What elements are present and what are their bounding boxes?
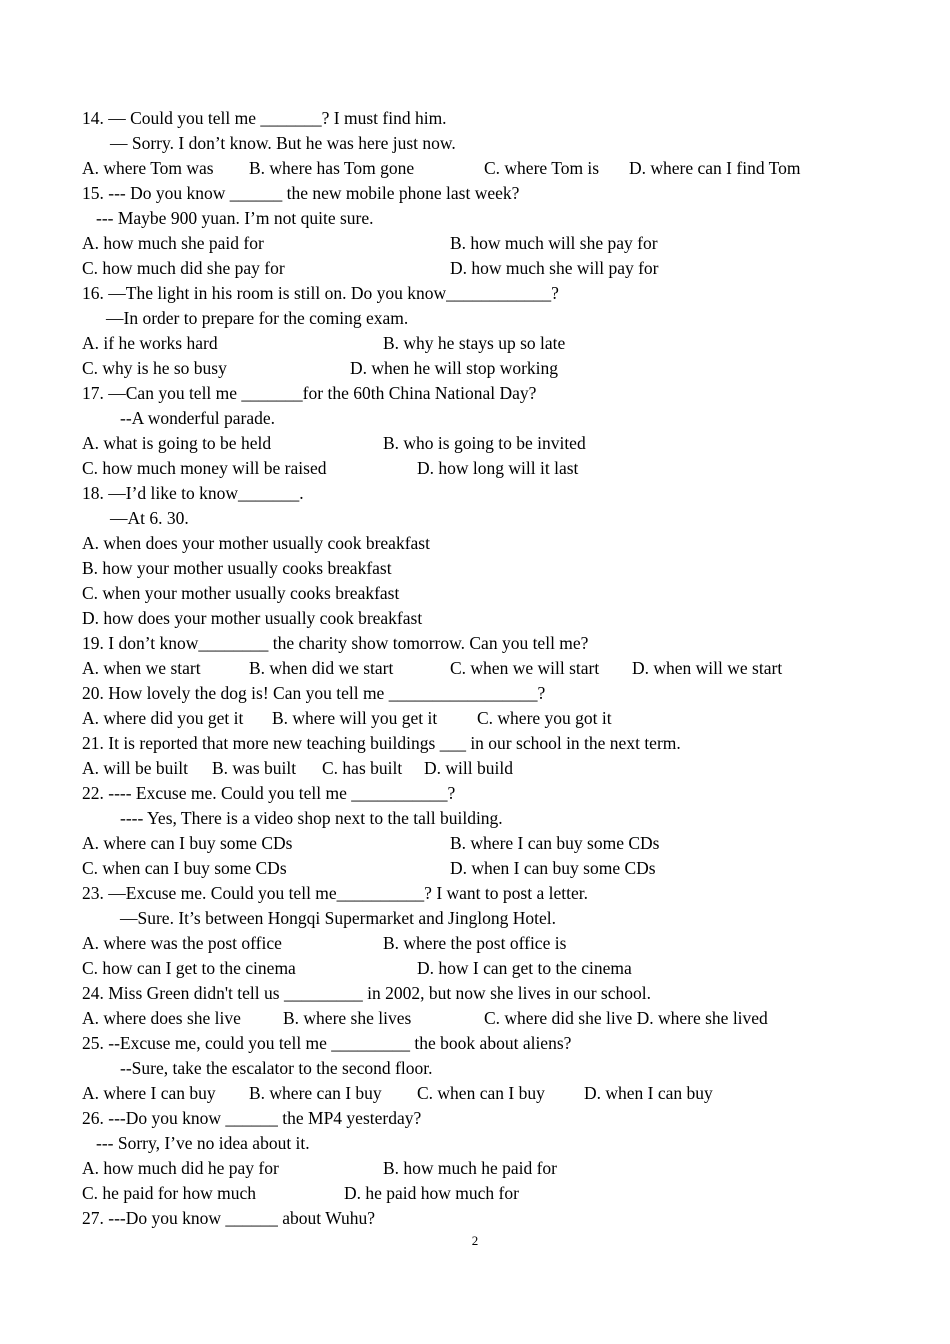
response-line bbox=[82, 406, 882, 431]
answer-option: B. how much will she pay for bbox=[450, 233, 658, 253]
answer-option: A. when does your mother usually cook breakfast bbox=[82, 533, 430, 553]
stem-line bbox=[82, 681, 882, 706]
options-line bbox=[82, 456, 882, 481]
options-line bbox=[82, 356, 882, 381]
answer-option: A. where I can buy bbox=[82, 1083, 216, 1103]
question-stem: 23. —Excuse me. Could you tell me__________? I want to post a letter. bbox=[82, 883, 588, 903]
question-list bbox=[82, 106, 882, 1231]
answer-option: B. where I can buy some CDs bbox=[450, 833, 660, 853]
stem-line bbox=[82, 381, 882, 406]
dialogue-response: — Sorry. I don’t know. But he was here just now. bbox=[110, 133, 456, 153]
response-line bbox=[82, 906, 882, 931]
question-stem: 26. ---Do you know ______ the MP4 yesterday? bbox=[82, 1108, 422, 1128]
options-line bbox=[82, 1156, 882, 1181]
answer-option: B. how your mother usually cooks breakfast bbox=[82, 558, 392, 578]
answer-option: A. how much did he pay for bbox=[82, 1158, 279, 1178]
question-stem: 25. --Excuse me, could you tell me _________ the book about aliens? bbox=[82, 1033, 572, 1053]
question-block bbox=[82, 1106, 882, 1206]
options-line bbox=[82, 606, 882, 631]
answer-option: D. how long will it last bbox=[417, 458, 579, 478]
options-line bbox=[82, 1181, 882, 1206]
options-line bbox=[82, 706, 882, 731]
question-block bbox=[82, 281, 882, 381]
question-stem: 15. --- Do you know ______ the new mobile phone last week? bbox=[82, 183, 520, 203]
answer-option: B. where has Tom gone bbox=[249, 158, 415, 178]
answer-option: A. where does she live bbox=[82, 1008, 241, 1028]
response-line bbox=[82, 1056, 882, 1081]
question-block bbox=[82, 681, 882, 731]
response-line bbox=[82, 131, 882, 156]
answer-option: D. how I can get to the cinema bbox=[417, 958, 632, 978]
answer-option: A. where can I buy some CDs bbox=[82, 833, 293, 853]
question-block bbox=[82, 481, 882, 631]
question-block bbox=[82, 881, 882, 981]
answer-option: D. when I can buy bbox=[584, 1083, 713, 1103]
question-stem: 21. It is reported that more new teaching buildings ___ in our school in the next term. bbox=[82, 733, 681, 753]
dialogue-response: ---- Yes, There is a video shop next to the tall building. bbox=[120, 808, 503, 828]
dialogue-response: --A wonderful parade. bbox=[120, 408, 276, 428]
answer-option: A. how much she paid for bbox=[82, 233, 264, 253]
answer-option: C. when we will start bbox=[450, 658, 600, 678]
stem-line bbox=[82, 981, 882, 1006]
stem-line bbox=[82, 1206, 882, 1231]
options-line bbox=[82, 256, 882, 281]
answer-option: C. he paid for how much bbox=[82, 1183, 256, 1203]
answer-option: A. where Tom was bbox=[82, 158, 214, 178]
answer-option: C. where you got it bbox=[477, 708, 612, 728]
answer-option: C. when can I buy bbox=[417, 1083, 545, 1103]
answer-option: C. how much money will be raised bbox=[82, 458, 327, 478]
stem-line bbox=[82, 281, 882, 306]
answer-option: D. how much she will pay for bbox=[450, 258, 659, 278]
stem-line bbox=[82, 1106, 882, 1131]
question-block bbox=[82, 631, 882, 681]
response-line bbox=[82, 206, 882, 231]
question-block bbox=[82, 981, 882, 1031]
question-stem: 18. —I’d like to know_______. bbox=[82, 483, 304, 503]
response-line bbox=[82, 506, 882, 531]
answer-option: A. what is going to be held bbox=[82, 433, 272, 453]
stem-line bbox=[82, 881, 882, 906]
question-stem: 27. ---Do you know ______ about Wuhu? bbox=[82, 1208, 376, 1228]
answer-option: C. how can I get to the cinema bbox=[82, 958, 296, 978]
answer-option: A. if he works hard bbox=[82, 333, 218, 353]
answer-option: C. where Tom is bbox=[484, 158, 600, 178]
answer-option: B. who is going to be invited bbox=[383, 433, 586, 453]
answer-option: C. when your mother usually cooks breakfast bbox=[82, 583, 400, 603]
dialogue-response: --Sure, take the escalator to the second floor. bbox=[120, 1058, 433, 1078]
answer-option: D. he paid how much for bbox=[344, 1183, 519, 1203]
question-stem: 14. — Could you tell me _______? I must find him. bbox=[82, 108, 447, 128]
stem-line bbox=[82, 106, 882, 131]
answer-option: B. where the post office is bbox=[383, 933, 567, 953]
options-line bbox=[82, 581, 882, 606]
question-block bbox=[82, 381, 882, 481]
answer-option: A. will be built bbox=[82, 758, 188, 778]
question-stem: 20. How lovely the dog is! Can you tell me _________________? bbox=[82, 683, 546, 703]
question-block bbox=[82, 731, 882, 781]
answer-option: C. has built bbox=[322, 758, 403, 778]
answer-option: B. how much he paid for bbox=[383, 1158, 557, 1178]
answer-option: D. when I can buy some CDs bbox=[450, 858, 656, 878]
answer-option: B. where she lives bbox=[283, 1008, 412, 1028]
question-stem: 24. Miss Green didn't tell us _________ in 2002, but now she lives in our school. bbox=[82, 983, 651, 1003]
options-line bbox=[82, 531, 882, 556]
answer-option: D. how does your mother usually cook breakfast bbox=[82, 608, 423, 628]
answer-option: A. where did you get it bbox=[82, 708, 244, 728]
options-line bbox=[82, 1006, 882, 1031]
options-line bbox=[82, 856, 882, 881]
question-stem: 19. I don’t know________ the charity show tomorrow. Can you tell me? bbox=[82, 633, 589, 653]
stem-line bbox=[82, 731, 882, 756]
stem-line bbox=[82, 631, 882, 656]
stem-line bbox=[82, 481, 882, 506]
question-block bbox=[82, 1206, 882, 1231]
answer-option: D. will build bbox=[424, 758, 513, 778]
dialogue-response: --- Sorry, I’ve no idea about it. bbox=[96, 1133, 310, 1153]
answer-option: D. where can I find Tom bbox=[629, 158, 801, 178]
dialogue-response: —Sure. It’s between Hongqi Supermarket and Jinglong Hotel. bbox=[120, 908, 556, 928]
answer-option: C. where did she live D. where she lived bbox=[484, 1008, 768, 1028]
stem-line bbox=[82, 1031, 882, 1056]
question-stem: 17. —Can you tell me _______for the 60th China National Day? bbox=[82, 383, 537, 403]
dialogue-response: —At 6. 30. bbox=[110, 508, 189, 528]
answer-option: B. when did we start bbox=[249, 658, 394, 678]
options-line bbox=[82, 756, 882, 781]
options-line bbox=[82, 431, 882, 456]
answer-option: D. when will we start bbox=[632, 658, 783, 678]
question-block bbox=[82, 106, 882, 181]
question-stem: 22. ---- Excuse me. Could you tell me ___________? bbox=[82, 783, 456, 803]
stem-line bbox=[82, 181, 882, 206]
answer-option: A. when we start bbox=[82, 658, 201, 678]
question-block bbox=[82, 1031, 882, 1106]
answer-option: A. where was the post office bbox=[82, 933, 282, 953]
response-line bbox=[82, 306, 882, 331]
options-line bbox=[82, 156, 882, 181]
question-block bbox=[82, 781, 882, 881]
dialogue-response: —In order to prepare for the coming exam. bbox=[106, 308, 409, 328]
stem-line bbox=[82, 781, 882, 806]
response-line bbox=[82, 1131, 882, 1156]
answer-option: C. when can I buy some CDs bbox=[82, 858, 287, 878]
options-line bbox=[82, 231, 882, 256]
options-line bbox=[82, 331, 882, 356]
answer-option: B. why he stays up so late bbox=[383, 333, 566, 353]
answer-option: B. was built bbox=[212, 758, 297, 778]
options-line bbox=[82, 931, 882, 956]
answer-option: C. how much did she pay for bbox=[82, 258, 285, 278]
options-line bbox=[82, 1081, 882, 1106]
dialogue-response: --- Maybe 900 yuan. I’m not quite sure. bbox=[96, 208, 374, 228]
answer-option: B. where will you get it bbox=[272, 708, 438, 728]
options-line bbox=[82, 656, 882, 681]
options-line bbox=[82, 556, 882, 581]
answer-option: C. why is he so busy bbox=[82, 358, 227, 378]
answer-option: B. where can I buy bbox=[249, 1083, 382, 1103]
page-number: 2 bbox=[471, 1233, 479, 1248]
response-line bbox=[82, 806, 882, 831]
question-stem: 16. —The light in his room is still on. Do you know____________? bbox=[82, 283, 559, 303]
options-line bbox=[82, 956, 882, 981]
question-block bbox=[82, 181, 882, 281]
answer-option: D. when he will stop working bbox=[350, 358, 559, 378]
options-line bbox=[82, 831, 882, 856]
